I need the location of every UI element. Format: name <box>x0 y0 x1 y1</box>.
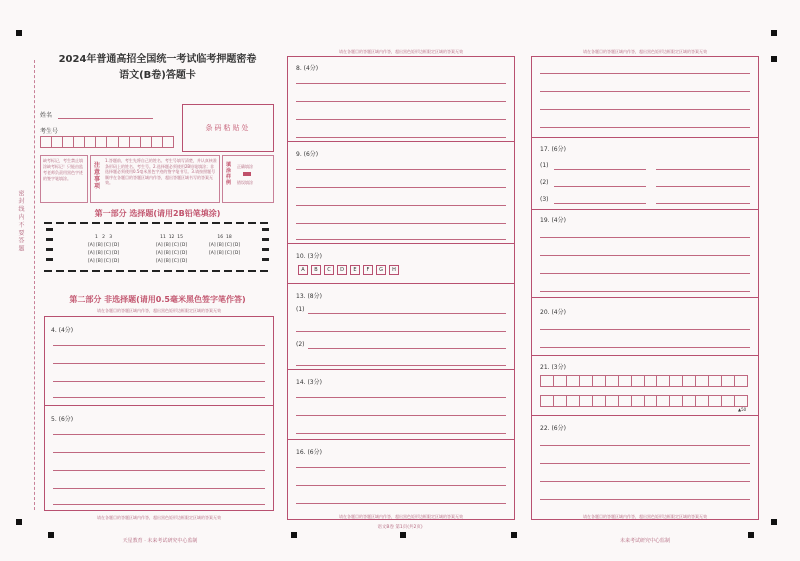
timing-mark <box>48 532 54 538</box>
choice-column-3[interactable] <box>209 234 240 258</box>
warning-text: 请在各题目的答题区域内作答，超出黑色矩形边框限定区域的答案无效 <box>97 308 221 313</box>
choice-row[interactable]: [A] [B] [C] [D] <box>88 251 120 256</box>
warning-text: 请在各题目的答题区域内作答，超出黑色矩形边框限定区域的答案无效 <box>583 514 707 519</box>
timing-mark <box>771 519 777 525</box>
q13-sub1-label: (1) <box>296 306 305 313</box>
q10-option-h[interactable]: H <box>389 265 399 275</box>
warning-text: 请在各题目的答题区域内作答，超出黑色矩形边框限定区域的答案无效 <box>339 49 463 54</box>
q10-option-e[interactable]: E <box>350 265 360 275</box>
q10-option-d[interactable]: D <box>337 265 347 275</box>
q10-option-f[interactable]: F <box>363 265 373 275</box>
notice-box <box>90 155 220 203</box>
choice-column-2[interactable] <box>156 234 187 266</box>
timing-mark <box>291 532 297 538</box>
q10-option-g[interactable]: G <box>376 265 386 275</box>
notice-title: 注意事项 <box>94 162 101 190</box>
correct-fill-label: 正确填涂 <box>237 164 253 169</box>
q10-option-c[interactable]: C <box>324 265 334 275</box>
warning-text: 请在各题目的答题区域内作答，超出黑色矩形边框限定区域的答案无效 <box>583 49 707 54</box>
wrong-fill-label: 错误填涂 <box>237 180 253 185</box>
question-numbers: 16 18 <box>217 235 232 240</box>
barcode-label: 条码粘贴处 <box>205 124 251 132</box>
candidate-id-boxes[interactable] <box>40 136 174 148</box>
choice-row[interactable]: [A] [B] [C] [D] <box>209 251 241 256</box>
choice-row[interactable]: [A] [B] [C] [D] <box>209 243 241 248</box>
q5-label: 5. (6分) <box>51 416 74 423</box>
q10-label: 10. (3分) <box>296 253 322 260</box>
barcode-area <box>182 104 274 152</box>
timing-mark <box>16 30 22 36</box>
choice-row[interactable]: [A] [B] [C] [D] <box>88 259 120 264</box>
choice-row[interactable]: [A] [B] [C] [D] <box>88 243 120 248</box>
middle-answer-panel <box>287 56 515 520</box>
q17-sub1-label: (1) <box>540 162 549 169</box>
q21-grid-row-2[interactable] <box>540 395 748 407</box>
q5-answer-box[interactable] <box>44 405 274 511</box>
section1-title: 第一部分 选择题(请用2B铅笔填涂) <box>94 209 221 218</box>
warning-text: 请在各题目的答题区域内作答，超出黑色矩形边框限定区域的答案无效 <box>97 515 221 520</box>
candidate-id-label: 考生号 <box>40 128 59 135</box>
q20-label: 20. (4分) <box>540 309 566 316</box>
name-field-line <box>58 118 153 119</box>
q21-word-count-marker: ▲50 <box>738 407 747 412</box>
q10-option-b[interactable]: B <box>311 265 321 275</box>
choice-row[interactable]: [A] [B] [C] [D] <box>156 243 188 248</box>
timing-mark <box>748 532 754 538</box>
timing-mark <box>400 532 406 538</box>
name-label: 姓名 <box>40 112 53 119</box>
question-numbers: 11 12 15 <box>160 235 184 240</box>
right-answer-panel <box>531 56 759 520</box>
q4-label: 4. (4分) <box>51 327 74 334</box>
q17-sub3-label: (3) <box>540 196 549 203</box>
choice-area <box>44 222 272 272</box>
q19-label: 19. (4分) <box>540 217 566 224</box>
q17-sub2-label: (2) <box>540 179 549 186</box>
warning-text: 请在各题目的答题区域内作答，超出黑色矩形边框限定区域的答案无效 <box>339 514 463 519</box>
exam-subtitle: 语文(B卷)答题卡 <box>119 70 196 81</box>
timing-mark <box>771 56 777 62</box>
seal-text: 密 封 线 内 不 要 答 题 <box>17 190 24 252</box>
q21-label: 21. (3分) <box>540 364 566 371</box>
choice-row[interactable]: [A] [B] [C] [D] <box>156 259 188 264</box>
q13-sub2-label: (2) <box>296 341 305 348</box>
footer-left: 天星教育 · 未来考试研究中心监制 <box>122 538 198 544</box>
q4-answer-box[interactable] <box>44 316 274 406</box>
choice-row[interactable]: [A] [B] [C] [D] <box>156 251 188 256</box>
q21-grid-row-1[interactable] <box>540 375 748 387</box>
question-numbers: 1 2 3 <box>94 235 113 240</box>
timing-mark <box>771 30 777 36</box>
notice-text: 1.答题前，考生先将自己的姓名、考生号填写清楚，并认真核准条形码上的姓名、考生号。2.选择题必须使用2B铅笔填涂；非选择题必须使用0.5毫米黑色字迹的签字笔书写。3.请按照题号顺序在各题目的答题区域内作答，超出答题区域书写的答案无效。 <box>105 158 217 185</box>
timing-mark <box>16 519 22 525</box>
fill-example-title: 填涂样例 <box>226 162 232 186</box>
q14-label: 14. (3分) <box>296 379 322 386</box>
q9-label: 9. (6分) <box>296 151 319 158</box>
page-indicator: 语文B卷 第1页(共2页) <box>377 525 423 530</box>
q22-label: 22. (6分) <box>540 425 566 432</box>
footer-right: 未来考试研究中心监制 <box>619 538 670 544</box>
q13-label: 13. (8分) <box>296 293 322 300</box>
q17-label: 17. (6分) <box>540 146 566 153</box>
q16-label: 16. (6分) <box>296 449 322 456</box>
absent-mark-box <box>40 155 88 203</box>
exam-title: 2024年普通高招全国统一考试临考押题密卷 <box>58 54 257 65</box>
timing-mark <box>511 532 517 538</box>
fill-example-box <box>222 155 274 203</box>
correct-fill-sample <box>243 172 251 176</box>
choice-column-1[interactable] <box>88 234 119 266</box>
q8-label: 8. (4分) <box>296 65 319 72</box>
section2-title: 第二部分 非选择题(请用0.5毫米黑色签字笔作答) <box>69 295 246 304</box>
absent-note: 缺考标记，考生禁止填涂缺考标记！只能由监考老师负责用黑色字迹的签字笔填涂。 <box>43 158 83 181</box>
q10-option-a[interactable]: A <box>298 265 308 275</box>
